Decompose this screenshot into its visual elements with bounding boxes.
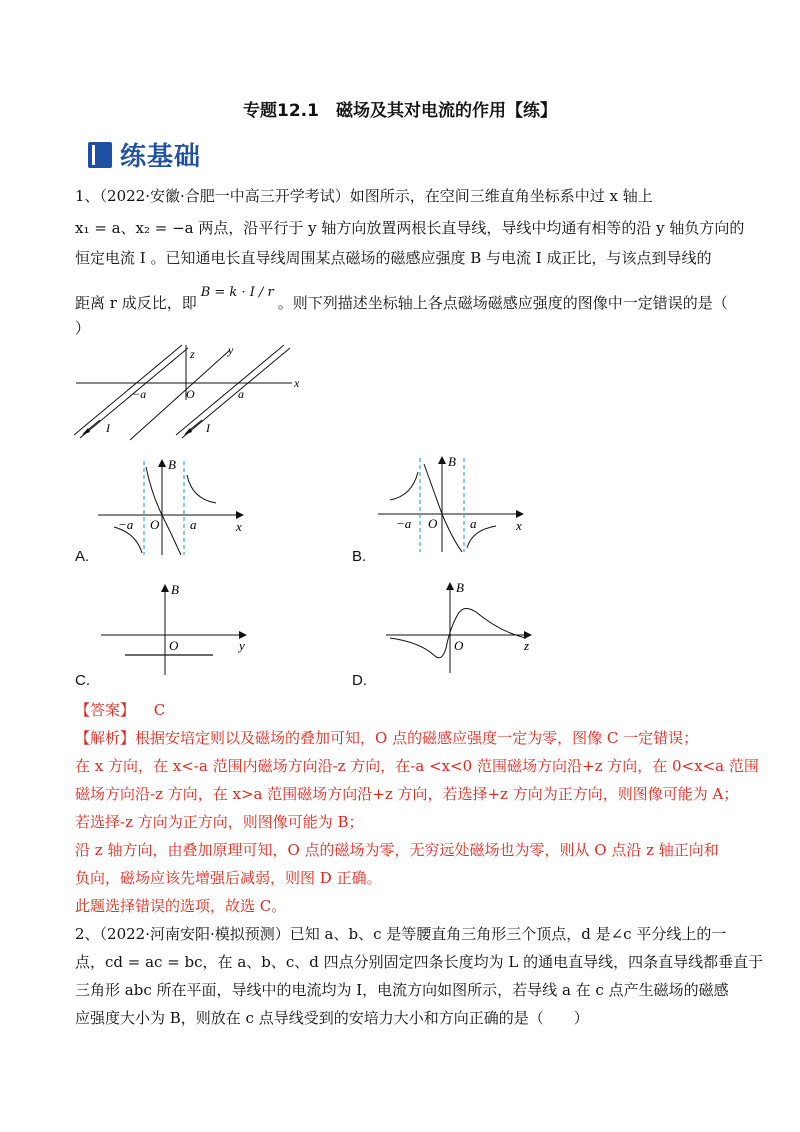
answer-value: C (153, 701, 166, 719)
option-b-graph (372, 452, 532, 557)
d-label-z: z (524, 638, 530, 653)
book-icon (88, 142, 112, 168)
q2-line-3: 三角形 abc 所在平面，导线中的电流均为 I，电流方向如图所示，若导线 a 在 c 点产生磁场的磁感 (75, 981, 729, 999)
d-label-o: O (454, 638, 464, 653)
b-curve-2 (424, 464, 462, 552)
option-a-label: A. (75, 548, 90, 565)
b-label-neg-a: −a (396, 516, 412, 531)
a-label-a: a (190, 517, 197, 532)
c-label-b: B (171, 582, 179, 597)
q2-line-1: 2、（2022·河南安阳·模拟预测）已知 a、b、c 是等腰直角三角形三个顶点，d 是∠c 平分线上的一 (75, 925, 727, 943)
analysis-text-1: 根据安培定则以及磁场的叠加可知，O 点的磁感应强度一定为零，图像 C 一定错误； (135, 729, 699, 747)
a-label-neg-a: −a (118, 517, 134, 532)
analysis-tag: 【解析】 (75, 729, 136, 747)
q2-line-4: 应强度大小为 B，则放在 c 点导线受到的安培力大小和方向正确的是（ ） (75, 1009, 589, 1027)
a-label-b: B (168, 457, 176, 472)
fig-label-neg-a: −a (132, 387, 147, 401)
analysis-line-6: 负向，磁场应该先增强后减弱，则图 D 正确。 (75, 869, 382, 887)
b-label-x: x (516, 518, 522, 533)
q1-line-3: 恒定电流 I 。已知通电长直导线周围某点磁场的磁感应强度 B 与电流 I 成正比，与该点到导线的 (75, 249, 712, 267)
c-label-o: O (169, 638, 179, 653)
q1-line-4a: 距离 r 成反比，即 (75, 294, 197, 312)
b-label-b: B (448, 454, 456, 469)
q1-line-4b: 。则下列描述坐标轴上各点磁场磁感应强度的图像中一定错误的是（ (277, 294, 728, 312)
q1-line-4 (75, 285, 755, 313)
answer-tag: 【答案】 (75, 701, 136, 719)
section-header (88, 136, 201, 173)
a-curve-3 (187, 475, 216, 503)
fig-label-x: x (294, 376, 300, 390)
answer-line (75, 700, 755, 720)
fig-label-i-right: I (206, 421, 210, 435)
page-title: 专题12.1 磁场及其对电流的作用【练】 (243, 101, 557, 121)
fig-label-i-left: I (106, 421, 110, 435)
b-label-a: a (470, 516, 477, 531)
fig-label-z: z (190, 347, 195, 361)
d-label-b: B (456, 580, 464, 595)
q2-line-2: 点，cd = ac = bc，在 a、b、c、d 四点分别固定四条长度均为 L 的通电直导线，四条直导线都垂直于 (75, 953, 764, 971)
analysis-line-1 (75, 728, 755, 748)
option-d-label: D. (352, 672, 367, 689)
b-curve-1 (390, 472, 418, 500)
q1-line-2: x₁ = a、x₂ = −a 两点，沿平行于 y 轴方向放置两根长直导线，导线中均通有相等的沿 y 轴负方向的 (75, 219, 745, 237)
left-wire-1 (74, 345, 182, 435)
analysis-line-5: 沿 z 轴方向，由叠加原理可知，O 点的磁场为零，无穷远处磁场也为零，则从 O 点沿 z 轴正向和 (75, 841, 719, 859)
q1-line-1: 1、（2022·安徽·合肥一中高三开学考试）如图所示，在空间三维直角坐标系中过 x 轴上 (75, 187, 653, 205)
analysis-line-3: 磁场方向沿-z 方向，在 x>a 范围磁场方向沿+z 方向，若选择+z 方向为正方向，则图像可能为 A； (75, 785, 739, 803)
option-a-graph (92, 455, 252, 560)
fig-label-o: O (186, 387, 195, 401)
option-c-graph (95, 580, 255, 680)
wire-figure (70, 340, 310, 450)
option-d-graph (380, 578, 540, 678)
a-label-o: O (150, 517, 160, 532)
c-label-y: y (239, 638, 245, 653)
option-b-label: B. (352, 548, 367, 565)
right-wire-2 (182, 348, 290, 438)
analysis-line-4: 若选择-z 方向为正方向，则图像可能为 B； (75, 813, 364, 831)
formula: B = k · I / r (200, 285, 274, 300)
option-c-label: C. (75, 672, 90, 689)
a-label-x: x (236, 519, 242, 534)
analysis-line-7: 此题选择错误的选项，故选 C。 (75, 897, 287, 915)
q1-line-5: ） (75, 319, 91, 337)
b-label-o: O (428, 516, 438, 531)
fig-label-y: y (228, 343, 234, 357)
a-curve-2 (146, 467, 181, 555)
fig-label-a: a (238, 387, 244, 401)
analysis-line-2: 在 x 方向，在 x<-a 范围内磁场方向沿-z 方向，在-a <x<0 范围磁场方向沿+z 方向，在 0<x<a 范围 (75, 757, 759, 775)
section-label: 练基础 (120, 142, 202, 172)
